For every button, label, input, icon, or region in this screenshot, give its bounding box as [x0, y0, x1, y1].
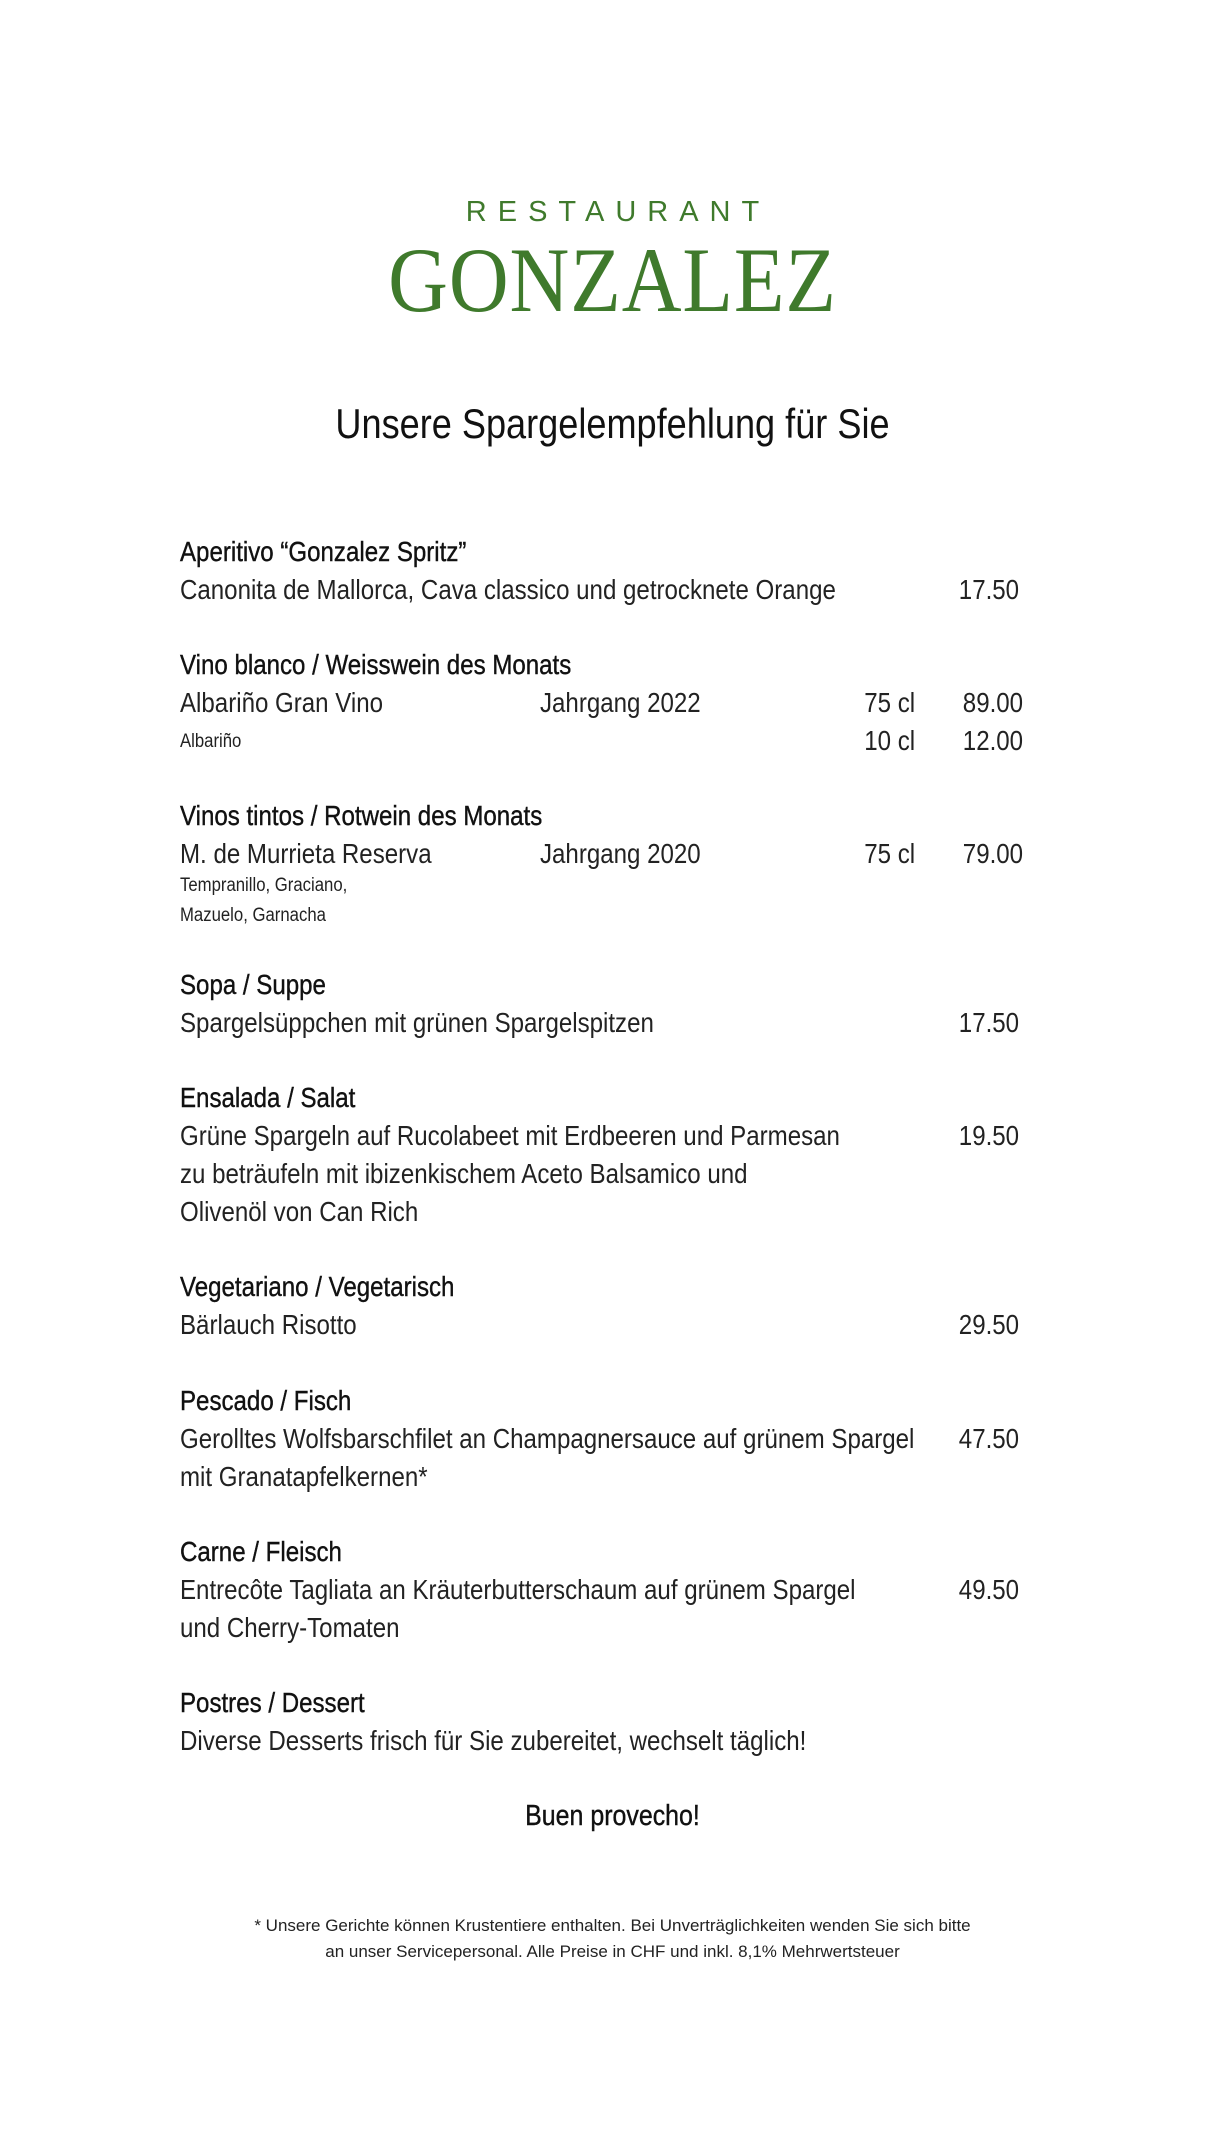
wine-volume: 75 cl	[864, 687, 915, 718]
section-heading: Vinos tintos / Rotwein des Monats	[180, 800, 543, 831]
item-description: mit Granatapfelkernen*	[180, 1461, 428, 1492]
item-description: zu beträufeln mit ibizenkischem Aceto Balsamico und	[180, 1158, 748, 1189]
item-description: Canonita de Mallorca, Cava classico und getrocknete Orange	[180, 574, 836, 605]
closing-text: Buen provecho!	[525, 1800, 700, 1832]
item-description: und Cherry-Tomaten	[180, 1612, 400, 1643]
wine-volume: 75 cl	[864, 838, 915, 869]
item-price: 17.50	[958, 1007, 1019, 1038]
section-heading: Carne / Fleisch	[180, 1536, 342, 1567]
item-description: Entrecôte Tagliata an Kräuterbutterschaum auf grünem Spargel	[180, 1574, 856, 1605]
section-heading: Postres / Dessert	[180, 1687, 365, 1718]
section-heading: Pescado / Fisch	[180, 1385, 352, 1416]
section-heading: Vino blanco / Weisswein des Monats	[180, 649, 572, 680]
item-description: Olivenöl von Can Rich	[180, 1196, 419, 1227]
section-heading: Sopa / Suppe	[180, 969, 326, 1000]
wine-price: 79.00	[962, 838, 1023, 869]
wine-grape: Albariño	[180, 731, 242, 752]
item-description: Diverse Desserts frisch für Sie zubereitet, wechselt täglich!	[180, 1725, 807, 1756]
item-description: Grüne Spargeln auf Rucolabeet mit Erdbeeren und Parmesan	[180, 1120, 840, 1151]
section-heading: Aperitivo “Gonzalez Spritz”	[180, 536, 467, 567]
restaurant-label: RESTAURANT	[465, 196, 771, 228]
footnote-line: an unser Servicepersonal. Alle Preise in CHF und inkl. 8,1% Mehrwertsteuer	[325, 1942, 900, 1961]
item-description: Bärlauch Risotto	[180, 1309, 357, 1340]
item-price: 19.50	[958, 1120, 1019, 1151]
wine-name: M. de Murrieta Reserva	[180, 838, 432, 869]
wine-name: Albariño Gran Vino	[180, 687, 384, 718]
item-price: 47.50	[958, 1423, 1019, 1454]
item-description: Gerolltes Wolfsbarschfilet an Champagnersauce auf grünem Spargel	[180, 1423, 915, 1454]
wine-price: 89.00	[962, 687, 1023, 718]
glass-price: 12.00	[962, 725, 1023, 756]
wine-grapes: Tempranillo, Graciano,	[180, 875, 348, 896]
item-price: 49.50	[958, 1574, 1019, 1605]
page-title: Unsere Spargelempfehlung für Sie	[335, 400, 890, 447]
section-heading: Vegetariano / Vegetarisch	[180, 1271, 455, 1302]
footnote-line: * Unsere Gerichte können Krustentiere enthalten. Bei Unverträglichkeiten wenden Sie sich bitte	[254, 1916, 971, 1935]
item-price: 17.50	[958, 574, 1019, 605]
wine-vintage: Jahrgang 2020	[540, 838, 701, 869]
section-heading: Ensalada / Salat	[180, 1082, 356, 1113]
item-price: 29.50	[958, 1309, 1019, 1340]
item-description: Spargelsüppchen mit grünen Spargelspitzen	[180, 1007, 654, 1038]
restaurant-logo: GONZALEZ	[388, 229, 837, 331]
glass-volume: 10 cl	[864, 725, 915, 756]
wine-vintage: Jahrgang 2022	[540, 687, 701, 718]
wine-grapes: Mazuelo, Garnacha	[180, 905, 326, 926]
